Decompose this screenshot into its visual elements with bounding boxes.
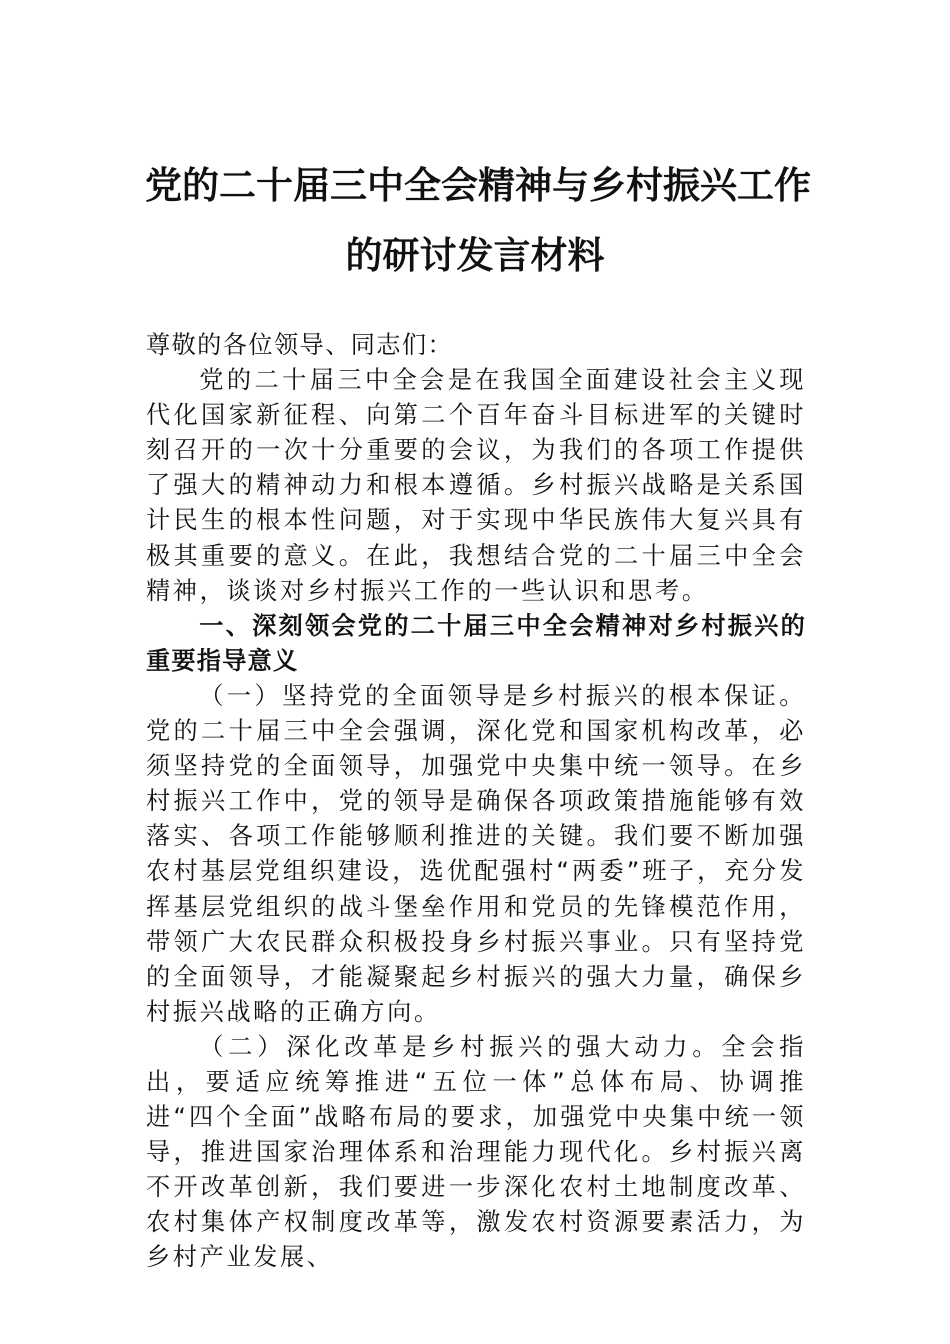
- point-paragraph-2: （二）深化改革是乡村振兴的强大动力。全会指出，要适应统筹推进“五位一体”总体布局、协调推进“四个全面”战略布局的要求，加强党中央集中统一领导，推进国家治理体系和治理能力现代化。乡村振兴离不开改革创新，我们要进一步深化农村土地制度改革、农村集体产权制度改革等，激发农村资源要素活力，为乡村产业发展、: [146, 1032, 806, 1272]
- point-paragraph-1: （一）坚持党的全面领导是乡村振兴的根本保证。党的二十届三中全会强调，深化党和国家机构改革，必须坚持党的全面领导，加强党中央集中统一领导。在乡村振兴工作中，党的领导是确保各项政策措施能够有效落实、各项工作能够顺利推进的关键。我们要不断加强农村基层党组织建设，选优配强村“两委”班子，充分发挥基层党组织的战斗堡垒作用和党员的先锋模范作用，带领广大农民群众积极投身乡村振兴事业。只有坚持党的全面领导，才能凝聚起乡村振兴的强大力量，确保乡村振兴战略的正确方向。: [146, 681, 806, 1026]
- section-heading-1: 一、深刻领会党的二十届三中全会精神对乡村振兴的重要指导意义: [146, 611, 806, 675]
- document-title-line-1: 党的二十届三中全会精神与乡村振兴工作: [145, 163, 811, 207]
- document-body: [146, 328, 806, 1276]
- document-title-line-2: 的研讨发言材料: [345, 233, 605, 277]
- greeting: 尊敬的各位领导、同志们：: [146, 331, 454, 359]
- intro-paragraph: 党的二十届三中全会是在我国全面建设社会主义现代化国家新征程、向第二个百年奋斗目标进军的关键时刻召开的一次十分重要的会议，为我们的各项工作提供了强大的精神动力和根本遵循。乡村振兴战略是关系国计民生的根本性问题，对于实现中华民族伟大复兴具有极其重要的意义。在此，我想结合党的二十届三中全会精神，谈谈对乡村振兴工作的一些认识和思考。: [146, 366, 806, 605]
